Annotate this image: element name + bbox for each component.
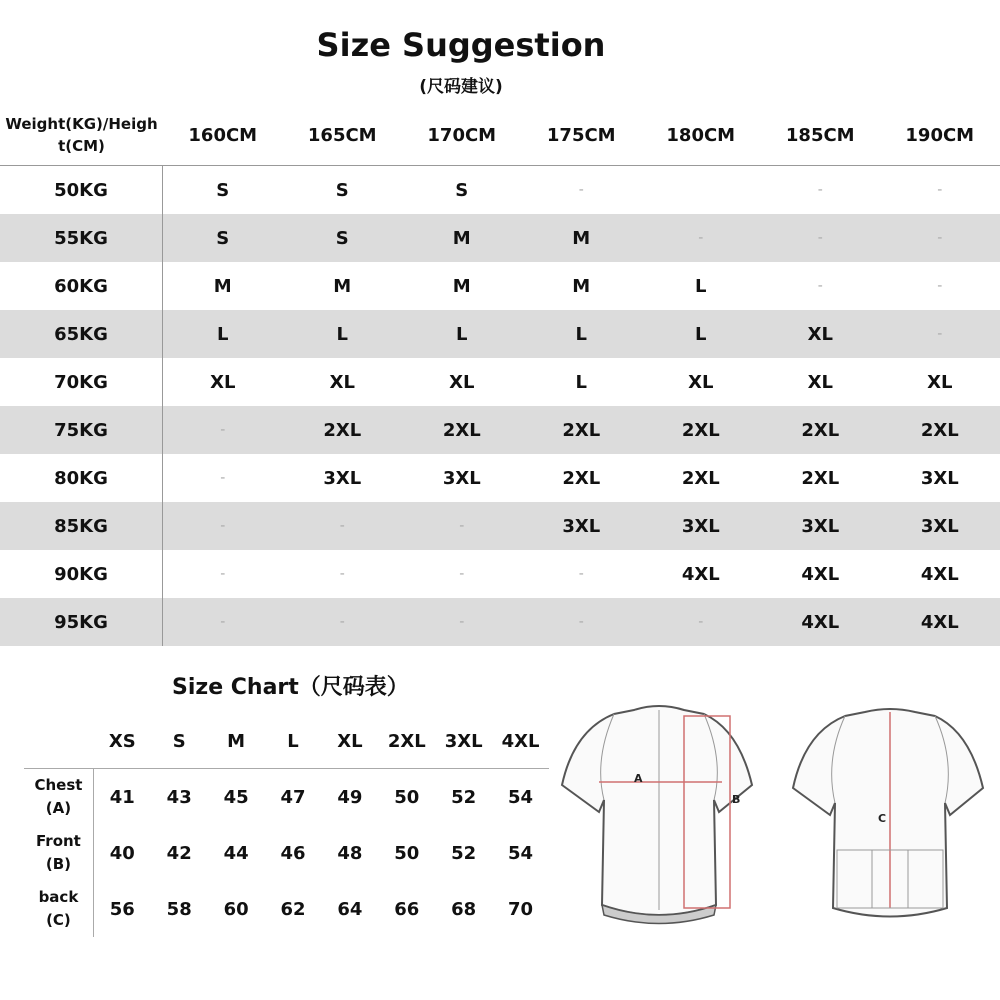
jersey-back-diagram <box>785 700 995 930</box>
measure-value: 50 <box>394 786 420 808</box>
measure-value: 54 <box>508 786 534 808</box>
label-c: C <box>878 812 887 825</box>
size-cell: 3XL <box>562 515 601 537</box>
measure-value: 58 <box>166 898 192 920</box>
size-cell: 3XL <box>920 515 959 537</box>
measure-label-code: (A) <box>45 799 72 817</box>
size-cell: L <box>575 323 587 345</box>
size-cell: XL <box>329 371 355 393</box>
corner-header-line2: t(CM) <box>58 137 105 155</box>
size-cell: 2XL <box>801 419 840 441</box>
jersey-front-diagram <box>554 700 764 930</box>
size-cell: XL <box>807 371 833 393</box>
measure-value: 43 <box>166 786 192 808</box>
weight-cell: 80KG <box>0 454 163 502</box>
size-cell: - <box>817 182 823 198</box>
size-cell: - <box>220 518 226 534</box>
size-cell: M <box>572 275 591 297</box>
size-cell: L <box>695 275 707 297</box>
size-cell: - <box>459 566 465 582</box>
suggestion-row <box>0 358 1000 406</box>
measure-value: 54 <box>508 842 534 864</box>
size-header: 4XL <box>501 730 540 752</box>
height-header: 170CM <box>427 124 497 146</box>
size-cell: XL <box>449 371 475 393</box>
suggestion-body <box>0 166 1000 646</box>
jersey-front-outline <box>562 706 752 915</box>
size-cell: S <box>335 227 349 249</box>
suggestion-row <box>0 550 1000 598</box>
size-cell: - <box>220 422 226 438</box>
suggestion-row <box>0 310 1000 358</box>
size-cell: 2XL <box>562 419 601 441</box>
measure-label-name: Front <box>36 832 81 850</box>
size-cell: 2XL <box>920 419 959 441</box>
measure-label <box>24 769 94 825</box>
weight-cell: 65KG <box>0 310 163 358</box>
measure-value: 52 <box>451 786 477 808</box>
size-cell: M <box>333 275 352 297</box>
size-cell: - <box>578 614 584 630</box>
size-cell: 4XL <box>681 563 720 585</box>
measure-value: 44 <box>223 842 249 864</box>
measure-value: 62 <box>280 898 306 920</box>
size-header: XL <box>337 730 363 752</box>
size-cell: XL <box>210 371 236 393</box>
size-cell: 2XL <box>681 467 720 489</box>
height-header: 190CM <box>905 124 975 146</box>
suggestion-row <box>0 598 1000 646</box>
suggestion-row <box>0 214 1000 262</box>
size-cell: 4XL <box>920 563 959 585</box>
size-chart-header-row <box>24 714 549 769</box>
size-cell: S <box>455 179 469 201</box>
measure-label-name: Chest <box>34 776 83 794</box>
measure-label-name: back <box>38 888 79 906</box>
size-cell: 2XL <box>442 419 481 441</box>
corner-header <box>0 113 163 157</box>
measure-value: 56 <box>109 898 135 920</box>
size-chart-table <box>24 714 549 937</box>
size-cell: - <box>578 182 584 198</box>
weight-cell: 70KG <box>0 358 163 406</box>
height-header: 165CM <box>307 124 377 146</box>
suggestion-row <box>0 454 1000 502</box>
size-cell: L <box>336 323 348 345</box>
label-a: A <box>634 772 643 785</box>
measure-value: 47 <box>280 786 306 808</box>
measure-value: 70 <box>508 898 534 920</box>
height-header: 180CM <box>666 124 736 146</box>
measure-value: 42 <box>166 842 192 864</box>
size-cell: S <box>335 179 349 201</box>
size-cell: 2XL <box>681 419 720 441</box>
size-cell: - <box>937 182 943 198</box>
suggestion-row <box>0 262 1000 310</box>
height-header: 185CM <box>785 124 855 146</box>
size-header: 3XL <box>444 730 483 752</box>
height-header: 175CM <box>546 124 616 146</box>
size-cell: - <box>937 278 943 294</box>
size-chart-body <box>24 769 549 937</box>
size-header: L <box>287 730 299 752</box>
size-cell: 3XL <box>323 467 362 489</box>
size-chart-row <box>24 881 549 937</box>
size-cell: 3XL <box>920 467 959 489</box>
label-b: B <box>732 793 741 806</box>
suggestion-row <box>0 406 1000 454</box>
size-cell: 3XL <box>801 515 840 537</box>
weight-cell: 55KG <box>0 214 163 262</box>
measure-value: 68 <box>451 898 477 920</box>
measure-value: 49 <box>337 786 363 808</box>
size-cell: 4XL <box>801 611 840 633</box>
size-cell: - <box>578 566 584 582</box>
size-chart-title: Size Chart（尺码表） <box>172 675 409 700</box>
size-cell: - <box>937 230 943 246</box>
measure-value: 45 <box>223 786 249 808</box>
jersey-back-outline <box>793 709 983 917</box>
size-header: XS <box>108 730 136 752</box>
size-cell: 3XL <box>681 515 720 537</box>
size-cell: XL <box>927 371 953 393</box>
size-cell: - <box>817 278 823 294</box>
size-chart-row <box>24 825 549 881</box>
measure-label-code: (B) <box>45 855 72 873</box>
suggestion-header-row <box>0 105 1000 166</box>
size-cell: 2XL <box>801 467 840 489</box>
measure-value: 50 <box>394 842 420 864</box>
size-cell: 4XL <box>920 611 959 633</box>
weight-cell: 60KG <box>0 262 163 310</box>
size-cell: M <box>452 275 471 297</box>
height-header: 160CM <box>188 124 258 146</box>
measure-value: 48 <box>337 842 363 864</box>
size-cell: - <box>937 326 943 342</box>
suggestion-row <box>0 166 1000 214</box>
size-cell: - <box>339 518 345 534</box>
size-cell: - <box>220 614 226 630</box>
size-cell: - <box>459 518 465 534</box>
weight-cell: 85KG <box>0 502 163 550</box>
suggestion-row <box>0 502 1000 550</box>
weight-cell: 75KG <box>0 406 163 454</box>
size-cell: XL <box>807 323 833 345</box>
size-cell: - <box>339 566 345 582</box>
size-cell: M <box>452 227 471 249</box>
corner-header-line1: Weight(KG)/Heigh <box>5 115 158 133</box>
size-cell: L <box>575 371 587 393</box>
measure-value: 40 <box>109 842 135 864</box>
measure-label <box>24 825 94 881</box>
size-suggestion-table <box>0 105 1000 646</box>
size-cell: - <box>220 566 226 582</box>
size-cell: L <box>695 323 707 345</box>
size-cell: - <box>817 230 823 246</box>
size-cell: S <box>216 227 230 249</box>
size-cell: - <box>220 470 226 486</box>
size-cell: - <box>698 614 704 630</box>
size-cell: - <box>339 614 345 630</box>
size-cell: 2XL <box>562 467 601 489</box>
weight-cell: 50KG <box>0 166 163 214</box>
size-cell: XL <box>688 371 714 393</box>
size-cell: 3XL <box>442 467 481 489</box>
size-cell: 4XL <box>801 563 840 585</box>
measure-value: 41 <box>109 786 135 808</box>
size-header: S <box>172 730 186 752</box>
size-cell: - <box>459 614 465 630</box>
measure-label <box>24 881 94 937</box>
size-cell: - <box>698 230 704 246</box>
measure-value: 46 <box>280 842 306 864</box>
size-suggestion-title: Size Suggestion <box>316 26 606 64</box>
measure-value: 60 <box>223 898 249 920</box>
size-header: M <box>227 730 246 752</box>
size-cell: M <box>572 227 591 249</box>
weight-cell: 95KG <box>0 598 163 646</box>
size-suggestion-subtitle: (尺码建议) <box>419 77 503 97</box>
size-chart-row <box>24 769 549 825</box>
measure-value: 52 <box>451 842 477 864</box>
measure-label-code: (C) <box>46 911 71 929</box>
size-cell: L <box>217 323 229 345</box>
measure-value: 64 <box>337 898 363 920</box>
size-cell: M <box>213 275 232 297</box>
size-cell: 2XL <box>323 419 362 441</box>
size-header: 2XL <box>387 730 426 752</box>
measure-value: 66 <box>394 898 420 920</box>
size-cell: S <box>216 179 230 201</box>
weight-cell: 90KG <box>0 550 163 598</box>
size-cell: L <box>456 323 468 345</box>
